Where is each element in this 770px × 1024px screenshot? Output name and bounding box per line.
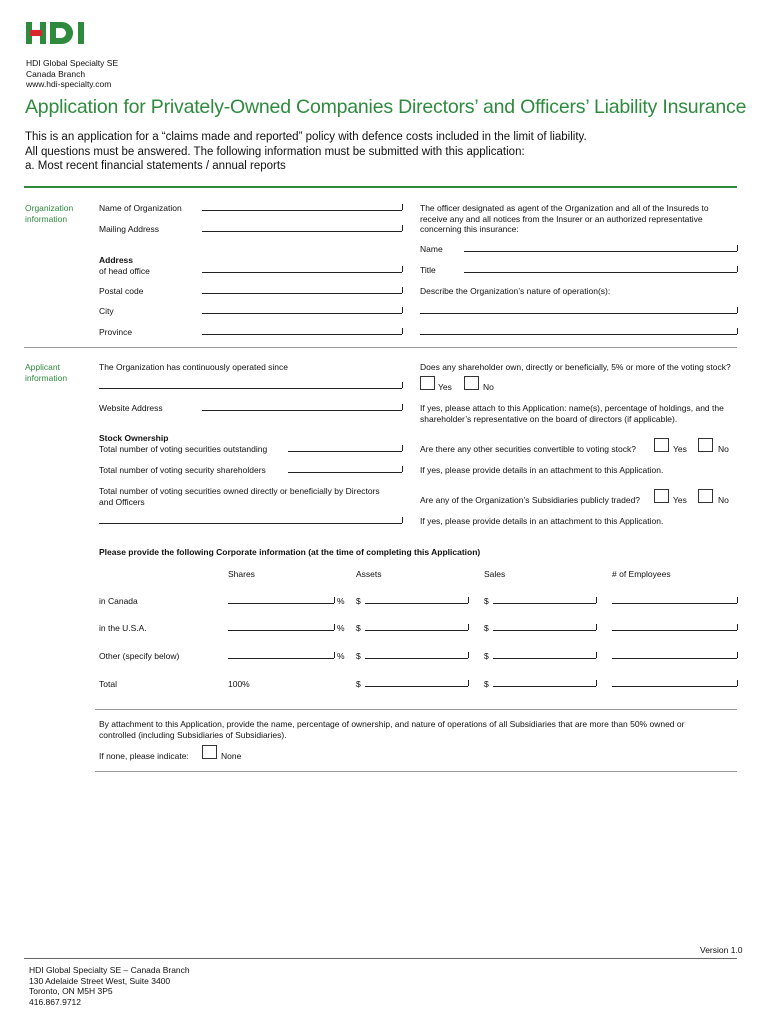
officer-title-field[interactable] (464, 272, 737, 273)
section-divider-applicant (24, 347, 737, 348)
nature-of-operations-field-2[interactable] (420, 334, 737, 335)
canada-assets-field[interactable] (365, 603, 468, 604)
total-sales-field[interactable] (493, 686, 596, 687)
org-label-line1: Organization (25, 203, 74, 213)
owned-by-directors-line2: and Officers (99, 496, 145, 507)
city-field[interactable] (202, 313, 402, 314)
website-address-field[interactable] (202, 410, 402, 411)
col-sales-header: Sales (484, 569, 506, 579)
if-yes-attach-text (420, 403, 724, 424)
shareholder-yes-checkbox[interactable] (420, 376, 435, 390)
other-assets-field[interactable] (365, 658, 468, 659)
officer-text-1: The officer designated as agent of the Organization and all of the Insureds to (420, 203, 709, 213)
subsidiaries-yes-label: Yes (673, 495, 687, 505)
org-label-line2: information (25, 213, 68, 224)
address-sub-label: of head office (99, 265, 150, 276)
dollar-sign: $ (484, 679, 489, 689)
footer-phone: 416.867.9712 (29, 996, 81, 1007)
applicant-section-label (25, 362, 67, 383)
if-yes-attach-line1: If yes, please attach to this Application: name(s), percentage of holdings, and the (420, 403, 724, 413)
footer-address-block (29, 965, 190, 1007)
row-label-total: Total (99, 679, 117, 689)
subsidiaries-no-checkbox[interactable] (698, 489, 713, 503)
footer-divider (24, 958, 737, 959)
postal-code-label: Postal code (99, 286, 144, 296)
officer-designated-text (420, 203, 709, 235)
dollar-sign: $ (356, 596, 361, 606)
other-shares-field[interactable] (228, 658, 334, 659)
row-label-other: Other (specify below) (99, 651, 180, 661)
province-field[interactable] (202, 334, 402, 335)
postal-code-field[interactable] (202, 293, 402, 294)
intro-line-2: All questions must be answered. The following information must be submitted with this application: (25, 145, 525, 158)
stock-ownership-heading: Stock Ownership (99, 433, 169, 443)
usa-employees-field[interactable] (612, 630, 737, 631)
nature-of-operations-label: Describe the Organization’s nature of operation(s): (420, 286, 611, 296)
percent-sign: % (337, 651, 345, 661)
convertible-yes-checkbox[interactable] (654, 438, 669, 452)
hdi-logo (26, 20, 92, 46)
convertible-no-checkbox[interactable] (698, 438, 713, 452)
version-label: Version 1.0 (700, 945, 743, 955)
row-label-usa: in the U.S.A. (99, 623, 147, 633)
canada-shares-field[interactable] (228, 603, 334, 604)
head-office-address-field[interactable] (202, 272, 402, 273)
mailing-address-field[interactable] (202, 231, 402, 232)
address-label (99, 255, 150, 276)
company-address-block (26, 58, 118, 90)
owned-by-directors-line1: Total number of voting securities owned directly or beneficially by Directors (99, 486, 380, 496)
convertible-question: Are there any other securities convertible to voting stock? (420, 444, 636, 454)
footer-address-line2: 130 Adelaide Street West, Suite 3400 (29, 975, 171, 986)
page-title: Application for Privately-Owned Companies Directors’ and Officers’ Liability Insurance (25, 96, 747, 118)
intro-line-1: This is an application for a “claims made and reported” policy with defence costs included in the limit of liability. (25, 131, 587, 143)
branch-name: Canada Branch (26, 68, 86, 79)
col-employees-header: # of Employees (612, 569, 671, 579)
applicant-label-line2: information (25, 372, 68, 383)
voting-shareholders-field[interactable] (288, 472, 402, 473)
dollar-sign: $ (356, 623, 361, 633)
website-address-label: Website Address (99, 403, 163, 413)
officer-text-3: concerning this insurance: (420, 224, 519, 234)
subsidiaries-no-label: No (718, 495, 729, 505)
row-label-canada: in Canada (99, 596, 138, 606)
usa-shares-field[interactable] (228, 630, 334, 631)
total-assets-field[interactable] (365, 686, 468, 687)
owned-by-directors-field[interactable] (99, 523, 402, 524)
convertible-yes-label: Yes (673, 444, 687, 454)
subsidiaries-text-line2: controlled (including Subsidiaries of Subsidiaries). (99, 729, 287, 740)
shareholder-yes-label: Yes (438, 382, 452, 392)
shareholder-question: Does any shareholder own, directly or beneficially, 5% or more of the voting stock? (420, 362, 731, 372)
none-label: None (221, 751, 242, 761)
usa-assets-field[interactable] (365, 630, 468, 631)
officer-name-label: Name (420, 244, 443, 254)
dollar-sign: $ (356, 651, 361, 661)
if-yes-details-text-1: If yes, please provide details in an attachment to this Application. (420, 465, 664, 475)
total-shares-value: 100% (228, 679, 250, 689)
subsidiaries-question: Are any of the Organization’s Subsidiaries publicly traded? (420, 495, 641, 505)
name-of-organization-field[interactable] (202, 210, 402, 211)
dollar-sign: $ (484, 623, 489, 633)
officer-title-label: Title (420, 265, 436, 275)
footer-address-line1: HDI Global Specialty SE – Canada Branch (29, 965, 190, 975)
shareholder-no-checkbox[interactable] (464, 376, 479, 390)
applicant-label-line1: Applicant (25, 362, 60, 372)
address-bold-label: Address (99, 255, 134, 265)
company-name: HDI Global Specialty SE (26, 58, 119, 68)
usa-sales-field[interactable] (493, 630, 596, 631)
city-label: City (99, 306, 114, 316)
dollar-sign: $ (484, 596, 489, 606)
convertible-no-label: No (718, 444, 729, 454)
col-assets-header: Assets (356, 569, 382, 579)
dollar-sign: $ (356, 679, 361, 689)
subsidiaries-attachment-text (99, 719, 684, 740)
intro-line-3: a. Most recent financial statements / annual reports (25, 160, 286, 172)
voting-outstanding-label: Total number of voting securities outstanding (99, 444, 268, 454)
subsidiaries-text-line1: By attachment to this Application, provide the name, percentage of ownership, and nature of operations of all Subsidiaries that are more than 50% owned or (99, 719, 685, 729)
if-yes-attach-line2: shareholder’s representative on the board of directors (if applicable). (420, 413, 678, 424)
name-of-organization-label: Name of Organization (99, 203, 182, 213)
officer-name-field[interactable] (464, 251, 737, 252)
dollar-sign: $ (484, 651, 489, 661)
if-yes-details-text-2: If yes, please provide details in an attachment to this Application. (420, 516, 664, 526)
other-employees-field[interactable] (612, 658, 737, 659)
owned-by-directors-label (99, 486, 380, 507)
canada-sales-field[interactable] (493, 603, 596, 604)
if-none-label: If none, please indicate: (99, 751, 189, 761)
total-employees-field[interactable] (612, 686, 737, 687)
shareholder-no-label: No (483, 382, 494, 392)
voting-outstanding-field[interactable] (288, 451, 402, 452)
officer-text-2: receive any and all notices from the Insurer or an authorized representative (420, 213, 703, 224)
corporate-info-heading: Please provide the following Corporate information (at the time of completing this Application) (99, 547, 481, 557)
none-checkbox[interactable] (202, 745, 217, 759)
company-website[interactable]: www.hdi-specialty.com (26, 79, 112, 89)
intro-text (25, 130, 587, 174)
nature-of-operations-field-1[interactable] (420, 313, 737, 314)
other-sales-field[interactable] (493, 658, 596, 659)
section-divider-top (24, 186, 737, 188)
operated-since-field[interactable] (99, 388, 402, 389)
divider-bottom (95, 771, 737, 772)
canada-employees-field[interactable] (612, 603, 737, 604)
province-label: Province (99, 327, 133, 337)
percent-sign: % (337, 623, 345, 633)
operated-since-label: The Organization has continuously operated since (99, 362, 289, 372)
footer-address-line3: Toronto, ON M5H 3P5 (29, 986, 113, 996)
col-shares-header: Shares (228, 569, 255, 579)
org-section-label (25, 203, 73, 224)
percent-sign: % (337, 596, 345, 606)
mailing-address-label: Mailing Address (99, 224, 160, 234)
voting-shareholders-label: Total number of voting security shareholders (99, 465, 266, 475)
subsidiaries-yes-checkbox[interactable] (654, 489, 669, 503)
divider-subsidiaries (95, 709, 737, 710)
